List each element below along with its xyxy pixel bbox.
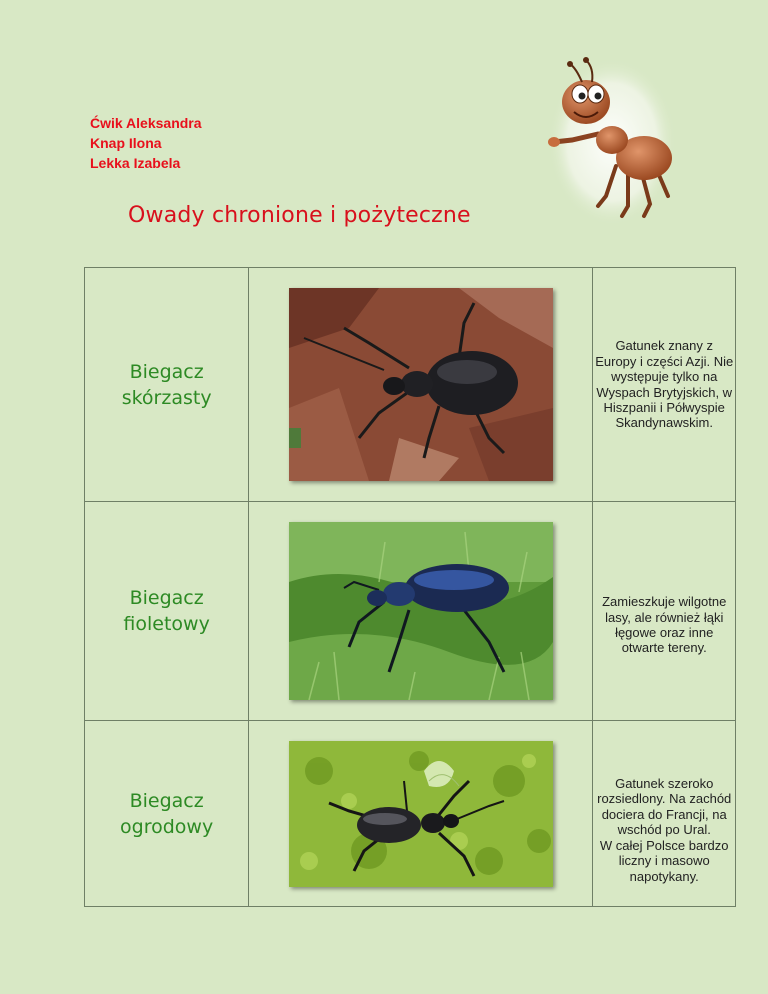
authors-block — [90, 113, 202, 173]
beetle-on-red-soil-image — [289, 288, 553, 481]
table-row — [85, 721, 736, 907]
description-line: W całej Polsce bardzo liczny i masowo napotykany. — [599, 837, 729, 884]
species-name-line: Biegacz — [129, 789, 204, 812]
black-beetle-on-green-moss-image — [289, 741, 553, 887]
table-row — [85, 502, 736, 721]
species-name-cell — [85, 721, 249, 907]
table-row — [85, 268, 736, 502]
species-description — [593, 721, 736, 907]
species-name-line: Biegacz — [129, 360, 204, 383]
author-name: Ćwik Aleksandra — [90, 115, 202, 131]
page-title: Owady chronione i pożyteczne — [128, 203, 471, 228]
species-name-cell — [85, 502, 249, 721]
species-name-line: skórzasty — [121, 386, 212, 409]
species-name-line: fioletowy — [123, 613, 210, 635]
species-name-cell — [85, 268, 249, 502]
author-name: Knap Ilona — [90, 135, 162, 151]
species-name-line: Biegacz — [129, 587, 204, 609]
species-photo-cell — [249, 268, 593, 502]
species-photo-cell — [249, 721, 593, 907]
species-description: Gatunek znany z Europy i części Azji. Nie występuje tylko na Wyspach Brytyjskich, w Hiszpanii i Półwyspie Skandynawskim. — [593, 268, 736, 502]
species-table — [84, 267, 736, 907]
author-name: Lekka Izabela — [90, 155, 181, 171]
species-description: Zamieszkuje wilgotne lasy, ale również łąki łęgowe oraz inne otwarte tereny. — [593, 502, 736, 721]
species-name-line: ogrodowy — [120, 815, 214, 838]
species-photo-cell — [249, 502, 593, 721]
blue-beetle-on-moss-image — [289, 522, 553, 700]
description-line: Gatunek szeroko rozsiedlony. Na zachód dociera do Francji, na wschód po Ural. — [597, 776, 732, 838]
ant-cartoon-illustration — [546, 56, 678, 226]
